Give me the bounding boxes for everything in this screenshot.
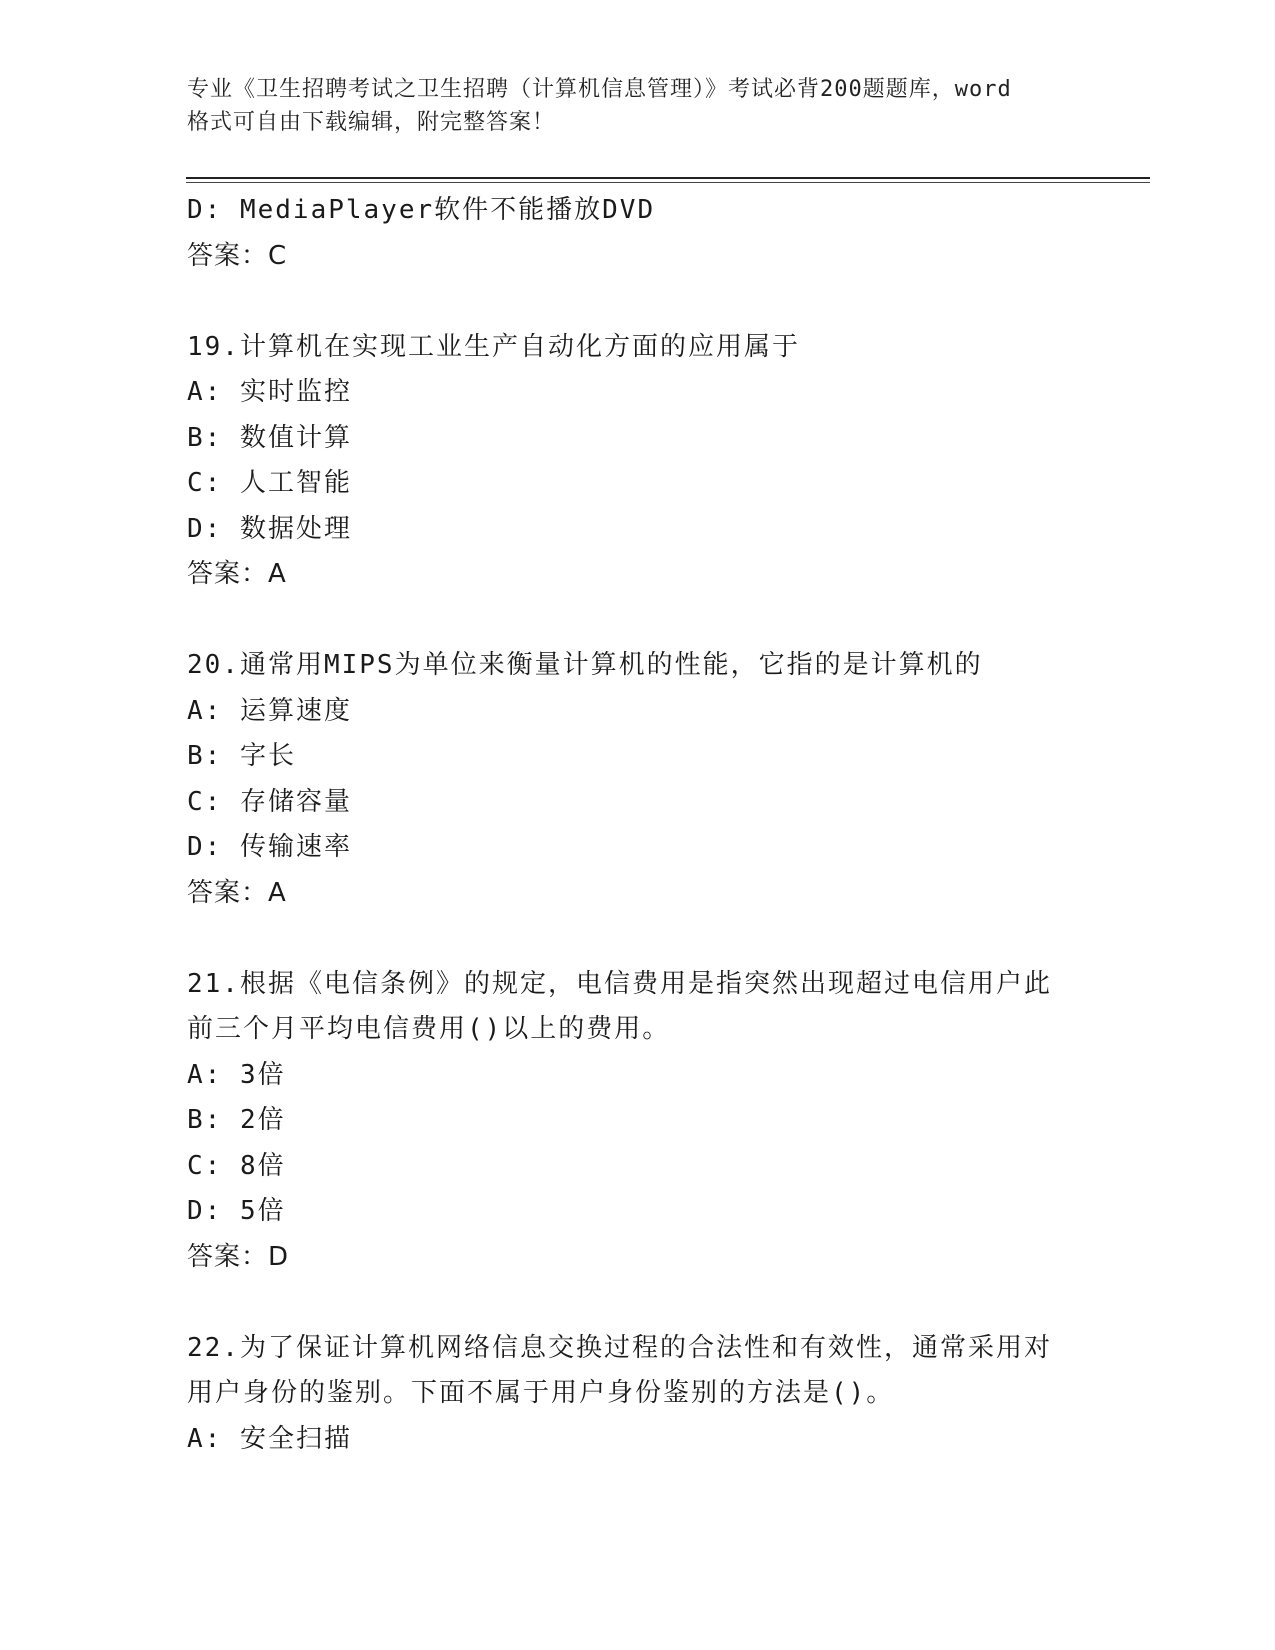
option-b: B: 数值计算 <box>187 422 352 453</box>
header-divider-thin <box>186 182 1150 183</box>
question-stem-line-2: 用户身份的鉴别。下面不属于用户身份鉴别的方法是()。 <box>187 1378 895 1408</box>
question-22 <box>187 1326 1087 1463</box>
answer-line: 答案：A <box>187 559 287 589</box>
document-body <box>187 188 1087 1462</box>
option-b: B: 2倍 <box>187 1105 286 1135</box>
option-d: D: 5倍 <box>187 1196 286 1226</box>
option-c: C: 人工智能 <box>187 468 352 498</box>
option-b: B: 字长 <box>187 741 296 771</box>
option-a: A: 安全扫描 <box>187 1423 352 1454</box>
spacer <box>187 598 1087 644</box>
question-20 <box>187 643 1087 916</box>
question-stem: 19.计算机在实现工业生产自动化方面的应用属于 <box>187 331 800 362</box>
option-c: C: 8倍 <box>187 1150 286 1181</box>
option-a: A: 实时监控 <box>187 377 352 407</box>
option-d: D: MediaPlayer软件不能播放DVD <box>187 195 656 225</box>
option-a: A: 运算速度 <box>187 695 352 726</box>
option-d: D: 数据处理 <box>187 513 352 544</box>
header-line-1: 专业《卫生招聘考试之卫生招聘（计算机信息管理）》考试必背200题题库，word <box>187 77 1012 102</box>
option-a: A: 3倍 <box>187 1059 286 1090</box>
option-d: D: 传输速率 <box>187 832 352 862</box>
header-divider-thick <box>186 177 1150 179</box>
question-stem-line-2: 前三个月平均电信费用()以上的费用。 <box>187 1014 671 1044</box>
question-stem: 20.通常用MIPS为单位来衡量计算机的性能，它指的是计算机的 <box>187 650 983 680</box>
answer-line: 答案：D <box>187 1241 290 1272</box>
spacer <box>187 279 1087 325</box>
question-19 <box>187 325 1087 598</box>
question-continuation <box>187 188 1087 279</box>
answer-line: 答案：A <box>187 877 287 908</box>
question-stem-line-1: 21.根据《电信条例》的规定，电信费用是指突然出现超过电信用户此 <box>187 968 1052 999</box>
question-stem-line-1: 22.为了保证计算机网络信息交换过程的合法性和有效性，通常采用对 <box>187 1332 1052 1363</box>
option-c: C: 存储容量 <box>187 786 352 817</box>
spacer <box>187 1280 1087 1326</box>
header-line-2: 格式可自由下载编辑，附完整答案！ <box>187 110 556 135</box>
question-21 <box>187 962 1087 1281</box>
answer-line: 答案：C <box>187 240 288 271</box>
document-header <box>187 73 1087 139</box>
spacer <box>187 916 1087 962</box>
